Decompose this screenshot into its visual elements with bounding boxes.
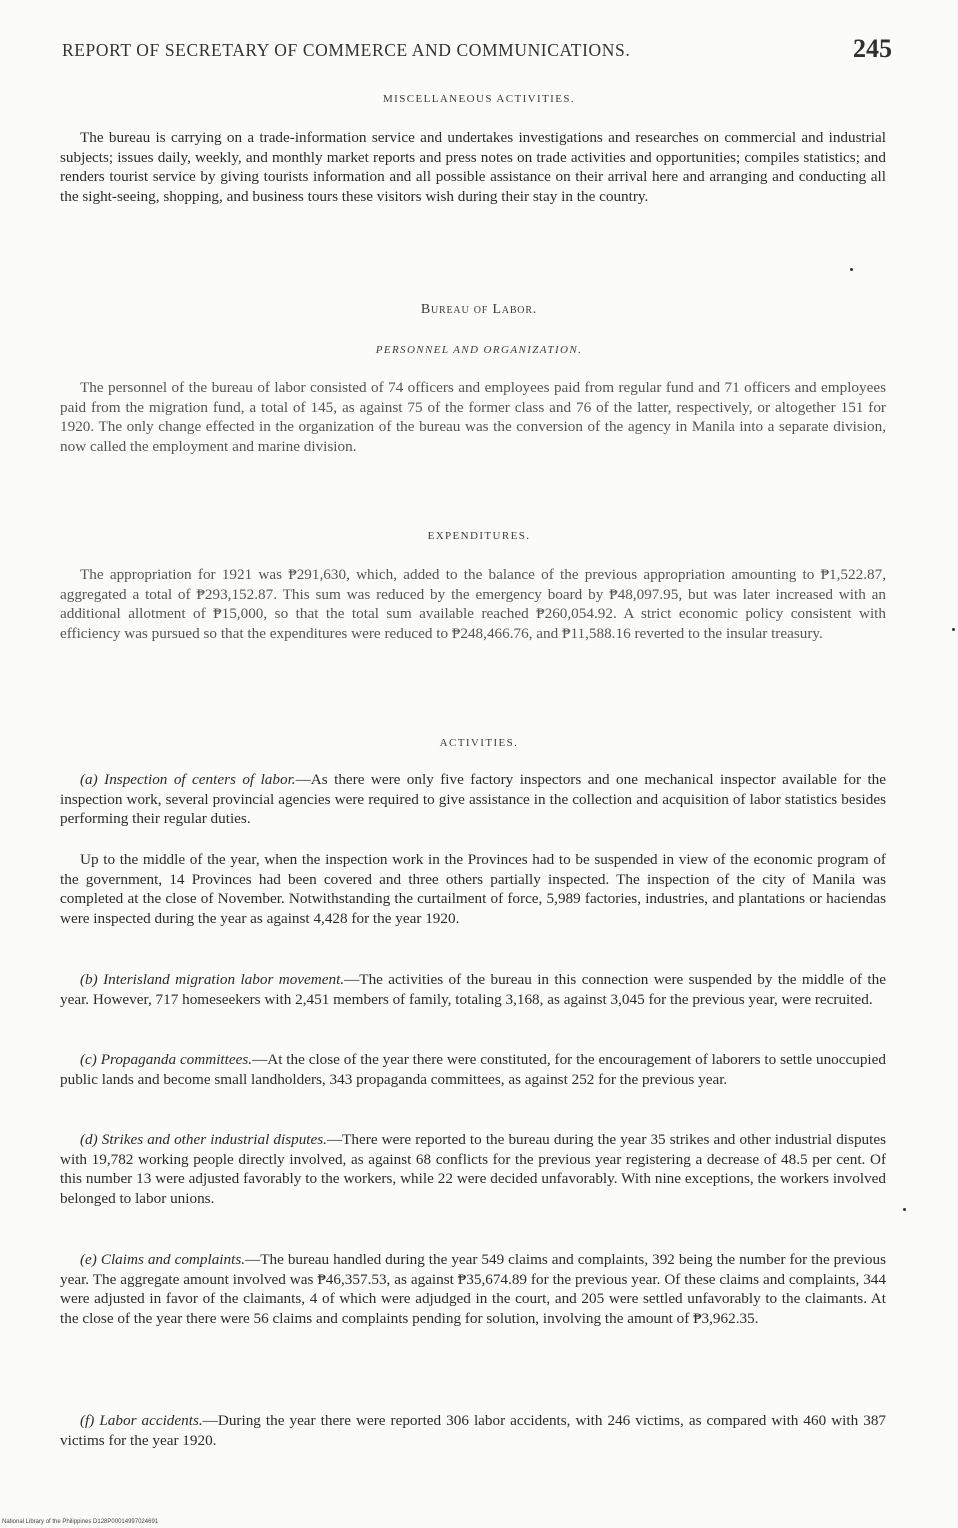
- activity-item-a: [60, 770, 886, 829]
- activity-item-d: [60, 1130, 886, 1208]
- activity-label: (c) Propaganda committees.: [80, 1051, 253, 1068]
- running-title: REPORT OF SECRETARY OF COMMERCE AND COMMUNICATIONS.: [62, 40, 631, 60]
- activity-text: Up to the middle of the year, when the inspection work in the Provinces had to be suspended in view of the economic program of the government, 14 Provinces had been covered and three others partially inspected. The inspection of the city of Manila was completed at the close of November. Notwithstanding the curtailment of force, 5,989 factories, industries, and plantations or haciendas were inspected during the year as against 4,428 for the year 1920.: [60, 851, 886, 927]
- heading-activities: ACTIVITIES.: [439, 737, 519, 749]
- heading-personnel-organization: PERSONNEL AND ORGANIZATION.: [375, 344, 583, 356]
- paragraph-personnel: The personnel of the bureau of labor consisted of 74 officers and employees paid from regular fund and 71 officers and employees paid from the migration fund, a total of 145, as against 75 of the former class and 76 of the latter, respectively, or altogether 151 for 1920. The only change effected in the organization of the bureau was the conversion of the agency in Manila into a separate division, now called the employment and marine division.: [60, 379, 886, 455]
- heading-miscellaneous-activities: MISCELLANEOUS ACTIVITIES.: [382, 93, 576, 105]
- activity-item-e: [60, 1250, 886, 1328]
- scan-speck: [903, 1208, 906, 1211]
- scan-footer: National Library of the Philippines D128P00014997024691: [2, 1519, 159, 1525]
- activity-label: (a) Inspection of centers of labor.: [80, 771, 296, 788]
- heading-bureau-of-labor: Bureau of Labor.: [420, 302, 538, 317]
- scan-speck: [952, 628, 955, 631]
- paragraph-expenditures: The appropriation for 1921 was ₱291,630, which, added to the balance of the previous appropriation amounting to ₱1,522.87, aggregated a total of ₱293,152.87. This sum was reduced by the emergency board by ₱48,097.95, but was later increased with an additional allotment of ₱15,000, so that the total sum available reached ₱260,054.92. A strict economic policy consistent with efficiency was pursued so that the expenditures were reduced to ₱248,466.76, and ₱11,588.16 reverted to the insular treasury.: [60, 566, 886, 642]
- activity-label: (b) Interisland migration labor movement.: [80, 971, 345, 988]
- activity-text: —During the year there were reported 306 labor accidents, with 246 victims, as compared with 460 with 387 victims for the year 1920.: [60, 1412, 887, 1449]
- page-number: 245: [853, 34, 892, 63]
- activity-label: (e) Claims and complaints.: [80, 1251, 246, 1268]
- activity-item-f: [60, 1411, 886, 1450]
- activity-text: —At the close of the year there were constituted, for the encouragement of laborers to settle unoccupied public lands and become small landholders, 343 propaganda committees, as against 252 for the previous year.: [60, 1051, 886, 1088]
- heading-expenditures: EXPENDITURES.: [427, 530, 531, 542]
- activity-item-b: [60, 970, 886, 1009]
- activity-label: (d) Strikes and other industrial disputes.: [80, 1131, 327, 1148]
- paragraph-miscellaneous: The bureau is carrying on a trade-information service and undertakes investigations and researches on commercial and industrial subjects; issues daily, weekly, and monthly market reports and press notes on trade activities and opportunities; compiles statistics; and renders tourist service by giving tourists information and all possible assistance on their arrival here and arranging and conducting all the sight-seeing, shopping, and business tours these visitors wish during their stay in the country.: [60, 129, 886, 205]
- scan-speck: [850, 268, 853, 271]
- activity-text: —There were reported to the bureau during the year 35 strikes and other industrial disputes with 19,782 working people directly involved, as against 68 conflicts for the previous year registering a decrease of 48.5 per cent. Of this number 13 were adjusted favorably to the workers, while 22 were decided unfavorably. With nine exceptions, the workers involved belonged to labor unions.: [60, 1131, 886, 1207]
- activity-label: (f) Labor accidents.: [80, 1412, 203, 1429]
- activity-item-c: [60, 1050, 886, 1089]
- activity-item-a-continued: [60, 850, 886, 928]
- activity-text: —The activities of the bureau in this connection were suspended by the middle of the year. However, 717 homeseekers with 2,451 members of family, totaling 3,168, as against 3,045 for the previous year, were recruited.: [60, 971, 886, 1008]
- page-header: [62, 34, 892, 68]
- activity-text: —As there were only five factory inspectors and one mechanical inspector available for the inspection work, several provincial agencies were required to give assistance in the collection and acquisition of labor statistics besides performing their regular duties.: [60, 771, 886, 828]
- activity-text: —The bureau handled during the year 549 claims and complaints, 392 being the number for the previous year. The aggregate amount involved was ₱46,357.53, as against ₱35,674.89 for the previous year. Of these claims and complaints, 344 were adjusted in favor of the claimants, 4 of which were adjudged in the court, and 205 were settled unfavorably to the claimants. At the close of the year there were 56 claims and complaints pending for solution, involving the amount of ₱3,962.35.: [60, 1251, 886, 1327]
